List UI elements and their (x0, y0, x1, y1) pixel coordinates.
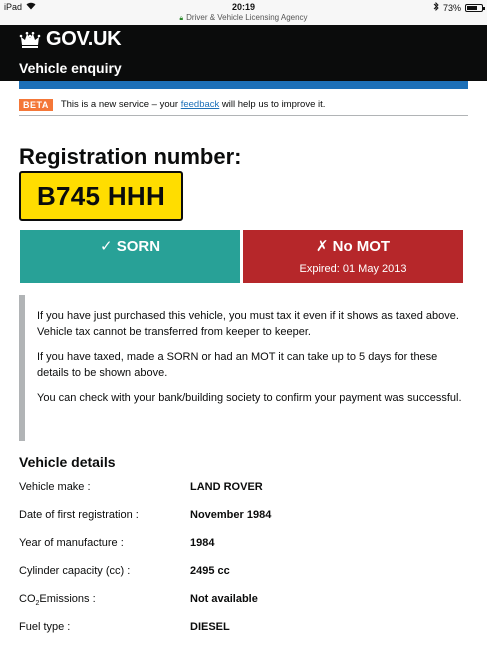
detail-label: Year of manufacture : (19, 537, 124, 549)
site-name: Driver & Vehicle Licensing Agency (186, 13, 308, 22)
detail-value: LAND ROVER (190, 481, 263, 493)
info-inset (19, 295, 468, 441)
tax-status-panel (20, 230, 240, 283)
mot-status-panel (243, 230, 463, 283)
phase-text (61, 99, 326, 110)
number-plate: B745 HHH (19, 171, 183, 221)
logo-text: GOV.UK (46, 28, 122, 50)
phase-text-before: This is a new service – your (60, 99, 181, 110)
detail-label: Fuel type : (19, 621, 71, 633)
phase-text-after: will help us to improve it. (219, 99, 326, 110)
info-paragraph-purchase: If you have just purchased this vehicle, you must tax it even if it shows as taxed above. Vehicle tax cannot be transferred from keeper to keeper. (37, 310, 459, 338)
mot-status-label: ✗ No MOT (315, 238, 391, 255)
detail-label: Date of first registration : (19, 509, 139, 521)
site-header (0, 25, 487, 81)
service-name[interactable]: Vehicle enquiry (19, 60, 122, 76)
detail-value: November 1984 (190, 509, 272, 521)
bluetooth-icon (433, 2, 439, 13)
battery-percent: 73% (442, 2, 461, 13)
registration-heading: Registration number: (19, 144, 242, 169)
lock-icon: 🔒︎ (179, 15, 184, 22)
phase-banner (19, 94, 468, 116)
device-name: iPad (4, 2, 23, 12)
detail-value: 1984 (190, 537, 215, 549)
feedback-link[interactable]: feedback (180, 99, 220, 110)
detail-label: Cylinder capacity (cc) : (19, 565, 131, 577)
co2-text: CO (19, 593, 36, 605)
status-right (433, 2, 483, 13)
address-bar[interactable] (0, 13, 487, 23)
emissions-text: Emissions : (39, 593, 96, 605)
co2-subscript: 2 (35, 600, 40, 608)
mot-expiry: Expired: 01 May 2013 (299, 263, 407, 275)
tax-status-label: ✓ SORN (99, 238, 161, 255)
beta-tag: BETA (19, 99, 53, 111)
govuk-logo[interactable] (19, 28, 121, 51)
crown-icon (19, 31, 41, 49)
detail-value: DIESEL (190, 621, 230, 633)
battery-icon (465, 4, 483, 12)
battery-level (467, 6, 477, 10)
info-paragraph-delay: If you have taxed, made a SORN or had an MOT it can take up to 5 days for these details to be shown above. (37, 350, 438, 379)
header-divider (19, 81, 468, 89)
info-paragraph-bank: You can check with your bank/building society to confirm your payment was successful. (37, 391, 462, 404)
detail-label: Vehicle make : (19, 481, 91, 493)
detail-value: 2495 cc (190, 565, 230, 577)
vehicle-details-heading: Vehicle details (19, 454, 116, 470)
clock: 20:19 (231, 2, 256, 12)
device-status-bar (0, 0, 487, 25)
detail-label (19, 593, 96, 607)
detail-value: Not available (190, 593, 258, 605)
